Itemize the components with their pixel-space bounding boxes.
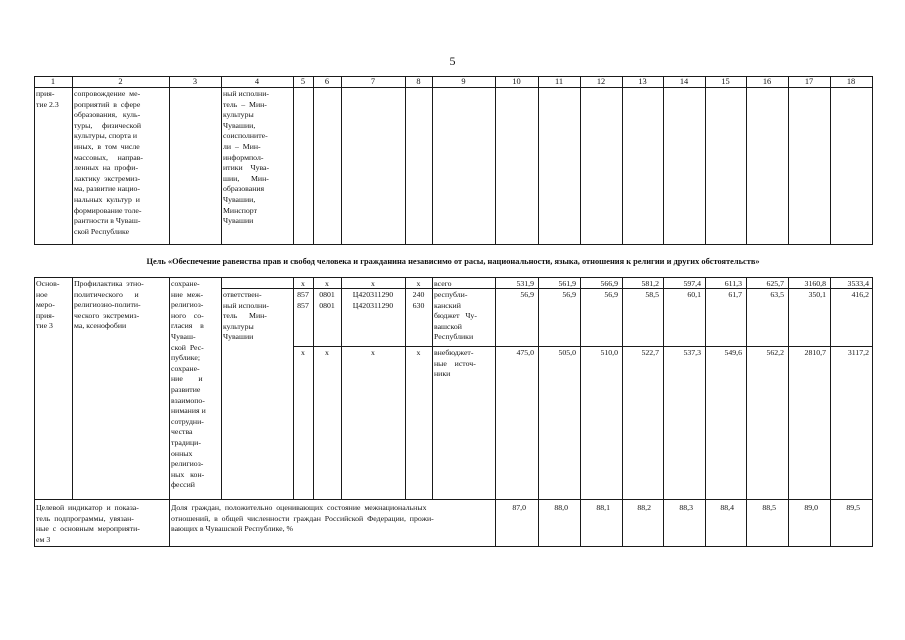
value-cell: 531,9 xyxy=(516,279,534,288)
table-rule xyxy=(622,277,623,500)
value-cell: 88,1 xyxy=(596,503,610,512)
table-rule xyxy=(746,277,747,500)
table-rule xyxy=(746,76,747,245)
value-cell: 505,0 xyxy=(558,348,576,357)
value-cell: 562,2 xyxy=(766,348,784,357)
value-cell: 549,6 xyxy=(724,348,742,357)
gos-code: х xyxy=(301,348,305,357)
value-cell: 561,9 xyxy=(558,279,576,288)
table-rule xyxy=(293,346,873,347)
value-cell: 61,7 xyxy=(728,290,742,299)
expense-type-code: х xyxy=(416,279,421,288)
header-col-7: 7 xyxy=(370,77,376,86)
header-col-17: 17 xyxy=(804,77,814,86)
table-rule xyxy=(705,277,706,500)
header-col-11: 11 xyxy=(554,77,564,86)
funding-source: всего xyxy=(434,279,452,288)
value-cell: 350,1 xyxy=(808,290,826,299)
table-rule xyxy=(34,87,873,88)
value-cell: 625,7 xyxy=(766,279,784,288)
event-3-executor: ответствен- ный исполни- тель Мин- культуры Чувашии xyxy=(223,290,269,342)
value-cell: 3160,8 xyxy=(804,279,826,288)
indicator-text: Доля граждан, положительно оценивающих состояние межнациональных отношений, в общей численности граждан Российской Федерации, прожи- вающих в Чувашской Республике, % xyxy=(171,503,434,534)
table-rule xyxy=(34,76,35,245)
target-article-code: х xyxy=(371,348,375,357)
table-rule xyxy=(34,499,873,500)
event-2-3-description: сопровождение ме- роприятий в сфере образования, куль- туры, физической культуры, спорта и иных, в том числе массовых, направ- ленных на профи- лактику экстремиз- ма, развитие нацио- нальных культур и формирование толе- рантности в Чуваш- ской Республике xyxy=(74,89,144,236)
table-rule xyxy=(872,76,873,245)
value-cell: 416,2 xyxy=(851,290,869,299)
gos-code: 857 857 xyxy=(297,290,309,310)
table-rule xyxy=(72,76,73,245)
header-col-2: 2 xyxy=(118,77,123,86)
value-cell: 88,0 xyxy=(554,503,568,512)
table-rule xyxy=(495,277,496,500)
value-cell: 88,5 xyxy=(762,503,776,512)
event-2-3-label: прия- тие 2.3 xyxy=(36,89,59,109)
table-rule xyxy=(405,76,406,245)
target-article-code: х xyxy=(371,279,375,288)
table-rule xyxy=(663,277,664,500)
expense-type-code: х xyxy=(416,348,421,357)
table-rule xyxy=(622,76,623,245)
value-cell: 3533,4 xyxy=(847,279,869,288)
value-cell: 522,7 xyxy=(641,348,659,357)
section-code: х xyxy=(325,279,329,288)
value-cell: 2810,7 xyxy=(804,348,826,357)
value-cell: 58,5 xyxy=(645,290,659,299)
table-rule xyxy=(34,546,873,547)
indicator-label: Целевой индикатор и показа- тель подпрограммы, увязан- ные с основным мероприяти- ем 3 xyxy=(36,503,140,544)
value-cell: 566,9 xyxy=(600,279,618,288)
table-rule xyxy=(221,76,222,245)
table-rule xyxy=(34,244,873,245)
header-col-10: 10 xyxy=(512,77,521,86)
value-cell: 597,4 xyxy=(683,279,701,288)
value-cell: 611,3 xyxy=(724,279,742,288)
value-cell: 89,5 xyxy=(846,503,860,512)
table-rule xyxy=(341,76,342,245)
event-3-expected-result: сохране- ние меж- религиоз- ного со- гласия в Чуваш- ской Рес- публике; сохране- ние и развитие взаимопо- нимания и сотрудни- чества традици- онных религиоз- ных кон- фессий xyxy=(171,279,206,490)
goal-statement: Цель «Обеспечение равенства прав и свобод человека и гражданина независимо от расы, национальности, языка, отношения к религии и других обстоятельств» xyxy=(146,257,760,266)
value-cell: 581,2 xyxy=(641,279,659,288)
table-rule xyxy=(293,76,294,245)
header-col-6: 6 xyxy=(324,77,330,86)
table-rule xyxy=(788,277,789,500)
table-rule xyxy=(580,76,581,245)
value-cell: 510,0 xyxy=(600,348,618,357)
target-article-code: Ц420311290 Ц420311290 xyxy=(352,290,394,310)
header-col-9: 9 xyxy=(461,77,466,86)
funding-source: внебюджет- ные источ- ники xyxy=(434,348,476,379)
table-rule xyxy=(538,76,539,245)
value-cell: 56,9 xyxy=(604,290,618,299)
table-rule xyxy=(221,277,222,500)
table-rule xyxy=(830,76,831,245)
value-cell: 56,9 xyxy=(520,290,534,299)
value-cell: 56,9 xyxy=(562,290,576,299)
table-rule xyxy=(872,499,873,547)
table-rule xyxy=(432,277,433,500)
table-rule xyxy=(830,277,831,500)
event-2-3-executor: ный исполни- тель – Мин- культуры Чувашии, соисполните- ли – Мин- информпол- итики Чува- шии, Мин- образования Чувашии, Минспорт Чувашии xyxy=(223,89,270,226)
value-cell: 87,0 xyxy=(512,503,526,512)
table-rule xyxy=(663,76,664,245)
value-cell: 63,5 xyxy=(770,290,784,299)
header-col-8: 8 xyxy=(416,77,421,86)
table-rule xyxy=(169,76,170,245)
table-rule xyxy=(169,277,170,500)
table-rule xyxy=(538,277,539,500)
header-col-15: 15 xyxy=(721,77,730,86)
table-rule xyxy=(580,277,581,500)
header-col-16: 16 xyxy=(762,77,772,86)
header-col-5: 5 xyxy=(300,77,306,86)
funding-source: республи- канский бюджет Чу- вашской Республики xyxy=(434,290,477,342)
table-rule xyxy=(313,76,314,245)
value-cell: 88,3 xyxy=(679,503,693,512)
value-cell: 88,2 xyxy=(637,503,651,512)
header-col-14: 14 xyxy=(679,77,689,86)
header-col-13: 13 xyxy=(638,77,647,86)
table-rule xyxy=(34,499,35,547)
table-rule xyxy=(34,277,35,500)
table-rule xyxy=(872,277,873,500)
expense-type-code: 240 630 xyxy=(412,290,425,310)
section-code: 0801 0801 xyxy=(319,290,335,310)
table-rule xyxy=(495,76,496,245)
table-rule xyxy=(169,499,170,547)
header-col-3: 3 xyxy=(192,77,198,86)
header-col-12: 12 xyxy=(596,77,606,86)
event-3-description: Профилактика этно- политического и религиозно-полити- ческого экстремиз- ма, ксенофобии xyxy=(74,279,144,331)
value-cell: 475,0 xyxy=(516,348,534,357)
event-3-label: Основ- ное меро- прия- тие 3 xyxy=(36,279,60,331)
gos-code: х xyxy=(301,279,305,288)
value-cell: 3117,2 xyxy=(847,348,869,357)
table-rule xyxy=(705,76,706,245)
header-col-4: 4 xyxy=(254,77,260,86)
header-col-18: 18 xyxy=(846,77,856,86)
value-cell: 537,3 xyxy=(683,348,701,357)
value-cell: 60,1 xyxy=(687,290,701,299)
section-code: х xyxy=(325,348,329,357)
value-cell: 88,4 xyxy=(720,503,734,512)
value-cell: 89,0 xyxy=(804,503,818,512)
page-number: 5 xyxy=(449,54,456,68)
table-rule xyxy=(72,277,73,500)
table-rule xyxy=(788,76,789,245)
table-rule xyxy=(432,76,433,245)
table-rule xyxy=(34,277,873,278)
header-col-1: 1 xyxy=(50,77,56,86)
